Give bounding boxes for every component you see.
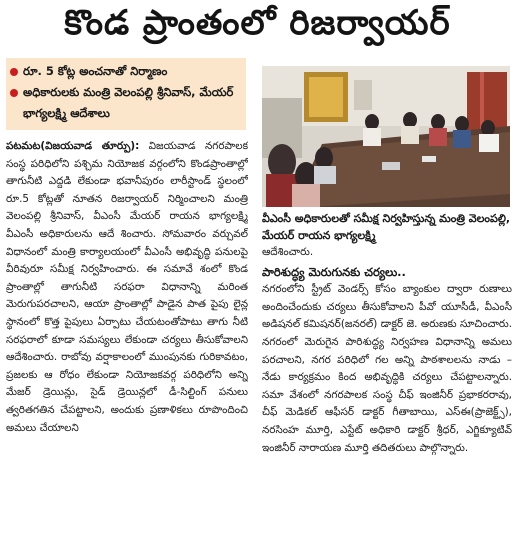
article-column-left bbox=[6, 138, 248, 548]
subheading: పారిశుద్ధ్య మెరుగునకు చర్యలు.. bbox=[262, 264, 406, 279]
bullet-icon bbox=[10, 68, 18, 76]
article-column-right bbox=[262, 244, 512, 549]
article-body-left: విజయవాడ నగరపాలక సంస్థ పరిధిలోని పశ్చిమ నియోజక వర్గంలోని కొండప్రాంతాల్లో తాగునీటి ఎద్దడి లేకుండా భవానీపురం లారీస్టాండ్ స్థలంలో రూ.5 కోట్లతో నూతన రిజర్వాయర్ నిర్మించాలని మంత్రి వెలంపల్లి శ్రీనివాస్, వీఎంసీ మేయర్ రాయన భాగ్యలక్ష్మి వీఎంసీ అధికారులను ఆదే శించారు. సోమవారం వర్చువల్ విధానంలో మంత్రి కార్యాలయంలో వీఎంసీ అభివృద్ధి పనులపై వీరివురూ సమీక్ష నిర్వహించారు. ఈ సమావే శంలో కొండ ప్రాంతాల్లో తాగునీటి సరఫరా విధానాన్ని మరింత మెరుగుపరచాలని, ఆయా ప్రాంతాల్లో పాడైన పాత పైపు లైన్ల స్థానంలో కొత్త పైపులు ఏర్పాటు చేయటంతోపాటు తాగు నీటి సరఫరాలో కూడా సమస్యలు లేకుండా చర్యలు తీసుకోవాలని ఆదేశించారు. రాబోవు వర్షాకాలంలో ముంపునకు గురికావటం, ప్రజలకు ఆ రోధం లేకుండా నియోజకవర్గ పరిధిలోని అన్ని మేజర్ డ్రెయిన్లు, సైడ్ డ్రెయిన్లలో డీ-సిల్టింగ్ పనులు త్వరితగతిన చేపట్టాలని, అందుకు ప్రణాళికలు రూపొందించి అమలు చేయాలని bbox=[6, 140, 248, 434]
highlight-item bbox=[10, 82, 242, 124]
headline: కొండ ప్రాంతంలో రిజర్వాయర్ bbox=[64, 3, 451, 43]
highlights-box bbox=[6, 58, 246, 130]
meeting-photo bbox=[262, 66, 510, 207]
dateline: పటమట(విజయవాడ తూర్పు): bbox=[6, 140, 140, 152]
article-body-right-intro: ఆదేశించారు. bbox=[262, 246, 314, 258]
bullet-icon bbox=[10, 89, 18, 97]
highlight-item bbox=[10, 61, 242, 82]
highlight-text: అధికారులకు మంత్రి వెలంపల్లి శ్రీనివాస్, మేయర్ భాగ్యలక్ష్మి ఆదేశాలు bbox=[23, 85, 234, 120]
article-body-right: నగరంలోని స్ట్రీట్ వెండర్స్ కోసం బ్యాంకుల ద్వారా రుణాలు అందించేందుకు చర్యలు తీసుకోవాలని పీవో యూసీడీ, వీఎంసీ అడిషనల్ కమిషనర్(జనరల్) డాక్టర్ జె. అరుణకు సూచించారు. నగరంలో మెరుగైన పారిశుద్ధ్య నిర్వహణ విధానాన్ని అమలు పరచాలని, నగర పరిధిలో గల అన్ని పాఠశాలలను నాడు – నేడు కార్యక్రమం కింద అభివృద్ధికి చర్యలు చేపట్టాలన్నారు. సమా వేశంలో నగరపాలక సంస్థ చీఫ్ ఇంజినీర్ ప్రభాకరరావు, చీఫ్ మెడికల్ ఆఫీసర్ డాక్టర్ గీతాబాయి, ఎస్ఈ(ప్రాజెక్ట్స్), నరసింహ మూర్తి, ఎస్టేట్ అధికారి డాక్టర్ శ్రీధర్, ఎగ్జిక్యూటివ్ ఇంజినీర్ నారాయణ మూర్తి తదితరులు పాల్గొన్నారు. bbox=[262, 283, 512, 454]
photo-caption: వీఎంసీ అధికారులతో సమీక్ష నిర్వహిస్తున్న మంత్రి వెలంపల్లి, మేయర్ రాయన భాగ్యలక్ష్మి bbox=[262, 212, 511, 242]
highlight-text: రూ. 5 కోట్ల అంచనాతో నిర్మాణం bbox=[23, 64, 168, 78]
